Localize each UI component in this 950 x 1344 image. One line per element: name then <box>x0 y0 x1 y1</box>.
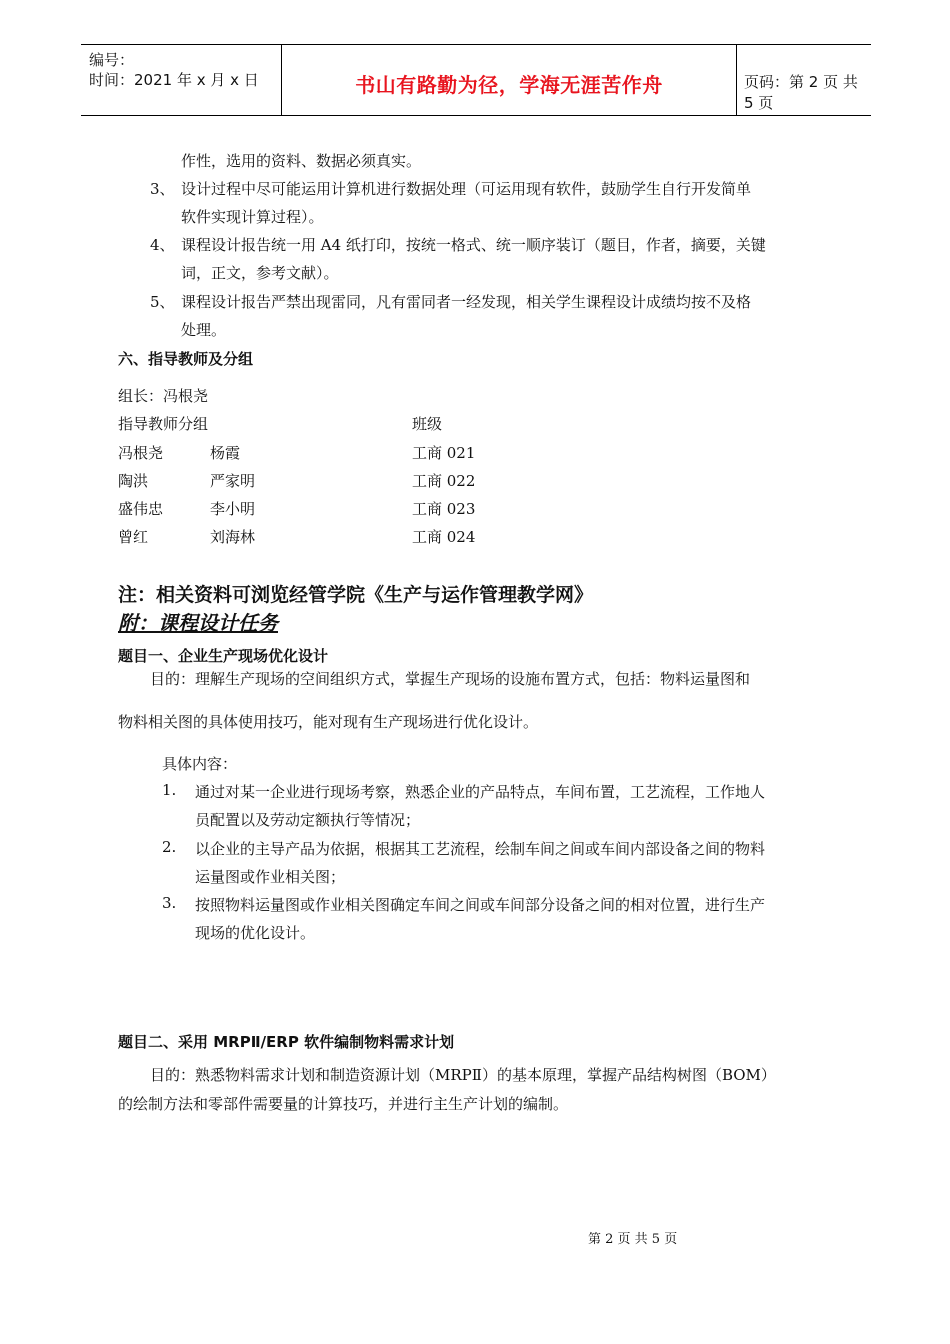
topic-1-item-3-line-2: 现场的优化设计。 <box>195 924 316 942</box>
teacher-primary: 陶洪 <box>118 472 149 490</box>
header-page-cell <box>736 45 871 115</box>
number-label: 编号： <box>89 51 135 69</box>
requirement-3-line-2: 软件实现计算过程）。 <box>181 208 324 226</box>
topic-1-item-1-line-2: 员配置以及劳动定额执行等情况； <box>195 811 421 829</box>
topic-1-purpose-line-2: 物料相关图的具体使用技巧，能对现有生产现场进行优化设计。 <box>118 713 539 731</box>
page-footer: 第 2 页 共 5 页 <box>588 1232 678 1247</box>
teacher-secondary: 刘海林 <box>210 528 256 546</box>
note: 注：相关资料可浏览经管学院《生产与运作管理教学网》 <box>118 584 594 606</box>
class-name: 工商 024 <box>412 528 476 546</box>
topic-1-item-2-line-1: 以企业的主导产品为依据，根据其工艺流程，绘制车间之间或车间内部设备之间的物料 <box>195 840 766 858</box>
topic-1-item-1-number: 1. <box>162 781 177 799</box>
topic-1-item-1-line-1: 通过对某一企业进行现场考察，熟悉企业的产品特点，车间布置，工艺流程，工作地人 <box>195 783 766 801</box>
page-info: 页码：第 2 页 共 5 页 <box>744 73 858 112</box>
group-leader: 组长：冯根尧 <box>118 387 209 405</box>
topic-2-purpose-line-1: 目的：熟悉物料需求计划和制造资源计划（MRPⅡ）的基本原理，掌握产品结构树图（BOM） <box>150 1066 776 1084</box>
appendix-title: 附：课程设计任务 <box>118 611 278 635</box>
teacher-secondary: 李小明 <box>210 500 256 518</box>
teacher-primary: 曾红 <box>118 528 149 546</box>
topic-1-purpose-line-1: 目的：理解生产现场的空间组织方式，掌握生产现场的设施布置方式，包括：物料运量图和 <box>150 670 751 688</box>
topic-1-content-label: 具体内容： <box>162 755 238 773</box>
motto: 书山有路勤为径，学海无涯苦作舟 <box>355 73 663 97</box>
teacher-secondary: 杨霞 <box>210 444 241 462</box>
requirement-continuation: 作性，选用的资料、数据必须真实。 <box>181 152 422 170</box>
requirement-3-number: 3、 <box>150 180 175 198</box>
topic-1-item-2-line-2: 运量图或作业相关图； <box>195 868 346 886</box>
requirement-4-line-1: 课程设计报告统一用 A4 纸打印，按统一格式、统一顺序装订（题目，作者，摘要，关键 <box>181 236 766 254</box>
class-name: 工商 022 <box>412 472 476 490</box>
topic-2-title: 题目二、采用 MRPⅡ/ERP 软件编制物料需求计划 <box>118 1033 455 1051</box>
topic-1-item-3-line-1: 按照物料运量图或作业相关图确定车间之间或车间部分设备之间的相对位置，进行生产 <box>195 896 766 914</box>
topic-2-purpose-line-2: 的绘制方法和零部件需要量的计算技巧，并进行主生产计划的编制。 <box>118 1095 569 1113</box>
section-6-title: 六、指导教师及分组 <box>118 350 254 368</box>
class-name: 工商 021 <box>412 444 476 462</box>
class-name: 工商 023 <box>412 500 476 518</box>
requirement-4-number: 4、 <box>150 236 175 254</box>
teacher-secondary: 严家明 <box>210 472 256 490</box>
requirement-5-line-1: 课程设计报告严禁出现雷同，凡有雷同者一经发现，相关学生课程设计成绩均按不及格 <box>181 293 752 311</box>
requirement-5-number: 5、 <box>150 293 175 311</box>
time-label: 时间：2021 年 x 月 x 日 <box>89 71 259 89</box>
header-motto-cell <box>281 45 737 115</box>
topic-1-title: 题目一、企业生产现场优化设计 <box>118 647 329 665</box>
teacher-primary: 盛伟忠 <box>118 500 164 518</box>
requirement-5-line-2: 处理。 <box>181 321 227 339</box>
topic-1-item-2-number: 2. <box>162 838 177 856</box>
requirement-3-line-1: 设计过程中尽可能运用计算机进行数据处理（可运用现有软件，鼓励学生自行开发简单 <box>181 180 752 198</box>
column-header-group: 指导教师分组 <box>118 415 209 433</box>
column-header-class: 班级 <box>412 415 443 433</box>
teacher-primary: 冯根尧 <box>118 444 164 462</box>
page-header <box>81 44 871 116</box>
header-meta-cell <box>81 45 281 115</box>
topic-1-item-3-number: 3. <box>162 894 177 912</box>
requirement-4-line-2: 词，正文，参考文献）。 <box>181 264 339 282</box>
